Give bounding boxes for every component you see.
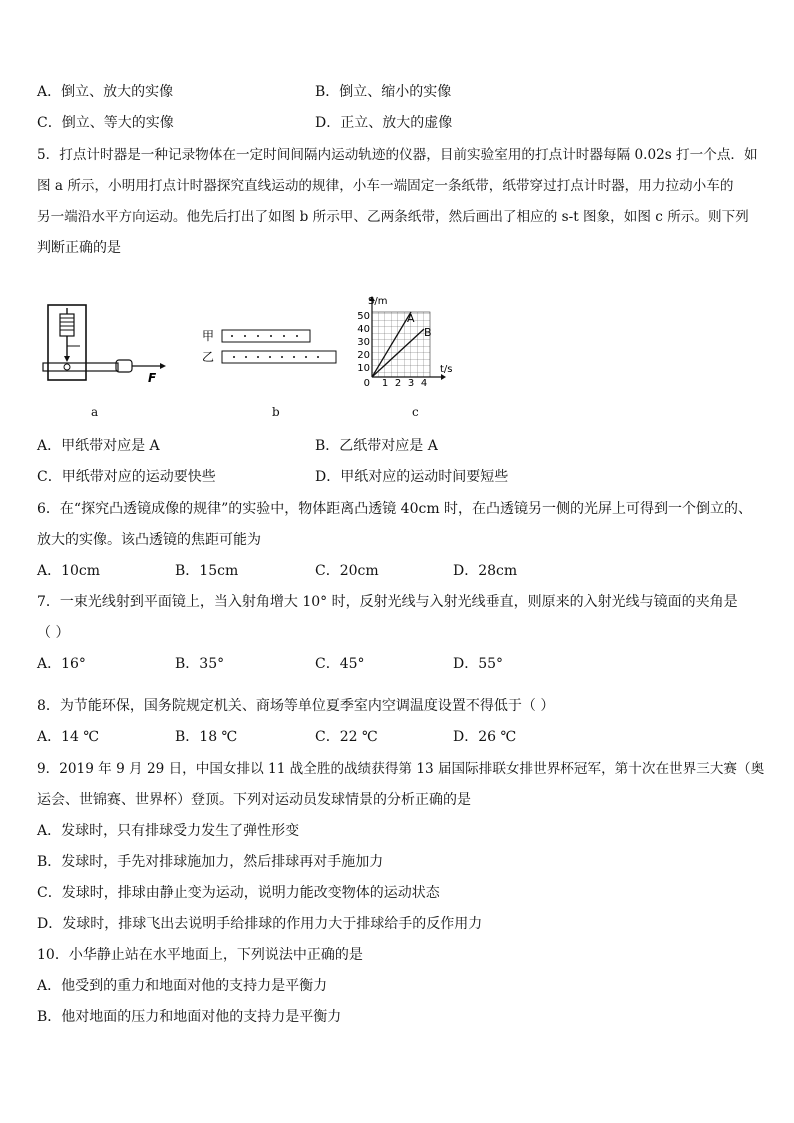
q6-stem-line-1: 6．在“探究凸透镜成像的规律”的实验中，物体距离凸透镜 40cm 时，在凸透镜另一侧的光屏上可得到一个倒立的、 bbox=[37, 501, 753, 517]
q5-option-b: B．乙纸带对应是 A bbox=[315, 438, 438, 454]
figure-c-ytick: 0 bbox=[363, 378, 370, 389]
q8-option-a: A．14 ℃ bbox=[37, 729, 100, 745]
q9-option-c: C．发球时，排球由静止变为运动，说明力能改变物体的运动状态 bbox=[37, 885, 440, 901]
q8-option-d: D．26 ℃ bbox=[453, 729, 517, 745]
figure-a-force-label: F bbox=[148, 371, 157, 385]
figure-c-ytick: 10 bbox=[357, 363, 370, 374]
q7-option-b: B．35° bbox=[175, 656, 225, 672]
figure-c-label: c bbox=[412, 405, 419, 419]
figure-c-xtick: 4 bbox=[420, 378, 428, 389]
q7-stem-line-2: （ ） bbox=[37, 625, 70, 641]
q7-stem-line-1: 7．一束光线射到平面镜上，当入射角增大 10° 时，反射光线与入射光线垂直，则原来的入射光线与镜面的夹角是 bbox=[37, 594, 738, 610]
q4-option-a: A．倒立、放大的实像 bbox=[37, 84, 174, 100]
q5-stem-line-3: 另一端沿水平方向运动。他先后打出了如图 b 所示甲、乙两条纸带，然后画出了相应的 s-t 图象，如图 c 所示。则下列 bbox=[37, 209, 749, 225]
q8-option-c: C．22 ℃ bbox=[315, 729, 378, 745]
q6-option-d: D．28cm bbox=[453, 563, 518, 579]
figure-c-ytick: 30 bbox=[357, 337, 370, 348]
figure-a-label: a bbox=[91, 405, 99, 419]
q4-option-b: B．倒立、缩小的实像 bbox=[315, 84, 452, 100]
q5-option-d: D．甲纸对应的运动时间要短些 bbox=[315, 469, 509, 485]
figure-c-xtick: 2 bbox=[394, 378, 402, 389]
figure-b-tape-yi-label: 乙 bbox=[202, 350, 215, 364]
q5-option-a: A．甲纸带对应是 A bbox=[37, 438, 160, 454]
q5-option-c: C．甲纸带对应的运动要快些 bbox=[37, 469, 216, 485]
q9-option-d: D．发球时，排球飞出去说明手给排球的作用力大于排球给手的反作用力 bbox=[37, 916, 483, 932]
figure-c-xtick: 3 bbox=[407, 378, 415, 389]
figure-b-paper-tapes bbox=[200, 325, 350, 370]
figure-c-ytick: 40 bbox=[357, 324, 370, 335]
q10-option-b: B．他对地面的压力和地面对他的支持力是平衡力 bbox=[37, 1009, 342, 1025]
q6-option-a: A．10cm bbox=[37, 563, 101, 579]
q9-option-a: A．发球时，只有排球受力发生了弹性形变 bbox=[37, 823, 300, 839]
figure-c-line-a-label: A bbox=[407, 312, 415, 325]
figure-c-line-b-label: B bbox=[424, 326, 432, 339]
figure-c-ytick: 50 bbox=[357, 311, 370, 322]
q8-option-b: B．18 ℃ bbox=[175, 729, 238, 745]
q6-option-c: C．20cm bbox=[315, 563, 379, 579]
q9-stem-line-2: 运会、世锦赛、世界杯）登顶。下列对运动员发球情景的分析正确的是 bbox=[37, 792, 471, 808]
figure-c-ytick: 20 bbox=[357, 350, 370, 361]
figure-b-label: b bbox=[272, 405, 280, 419]
figure-a-ticker-timer bbox=[38, 300, 168, 390]
q6-option-b: B．15cm bbox=[175, 563, 239, 579]
q10-option-a: A．他受到的重力和地面对他的支持力是平衡力 bbox=[37, 978, 328, 994]
q5-stem-line-1: 5．打点计时器是一种记录物体在一定时间间隔内运动轨迹的仪器，目前实验室用的打点计时器每隔 0.02s 打一个点．如 bbox=[37, 147, 758, 163]
figure-c-xtick: 1 bbox=[381, 378, 389, 389]
q10-stem-line-1: 10．小华静止站在水平地面上，下列说法中正确的是 bbox=[37, 947, 363, 963]
q9-stem-line-1: 9．2019 年 9 月 29 日，中国女排以 11 战全胜的战绩获得第 13 届国际排联女排世界杯冠军，第十次在世界三大赛（奥 bbox=[37, 761, 765, 777]
q8-stem-line-1: 8．为节能环保，国务院规定机关、商场等单位夏季室内空调温度设置不得低于（ ） bbox=[37, 698, 555, 714]
q4-option-c: C．倒立、等大的实像 bbox=[37, 115, 174, 131]
figure-b-tape-jia-label: 甲 bbox=[202, 329, 215, 343]
q5-stem-line-2: 图 a 所示，小明用打点计时器探究直线运动的规律，小车一端固定一条纸带，纸带穿过打点计时器，用力拉动小车的 bbox=[37, 178, 734, 194]
q7-option-c: C．45° bbox=[315, 656, 365, 672]
q6-stem-line-2: 放大的实像。该凸透镜的焦距可能为 bbox=[37, 532, 261, 548]
q4-option-d: D．正立、放大的虚像 bbox=[315, 115, 453, 131]
q7-option-d: D．55° bbox=[453, 656, 504, 672]
q7-option-a: A．16° bbox=[37, 656, 86, 672]
q9-option-b: B．发球时，手先对排球施加力，然后排球再对手施加力 bbox=[37, 854, 384, 870]
figure-c-st-graph bbox=[352, 294, 457, 389]
q5-stem-line-4: 判断正确的是 bbox=[37, 240, 121, 256]
figure-c-ylabel: S/m bbox=[368, 296, 388, 307]
figure-c-xlabel: t/s bbox=[440, 364, 453, 375]
